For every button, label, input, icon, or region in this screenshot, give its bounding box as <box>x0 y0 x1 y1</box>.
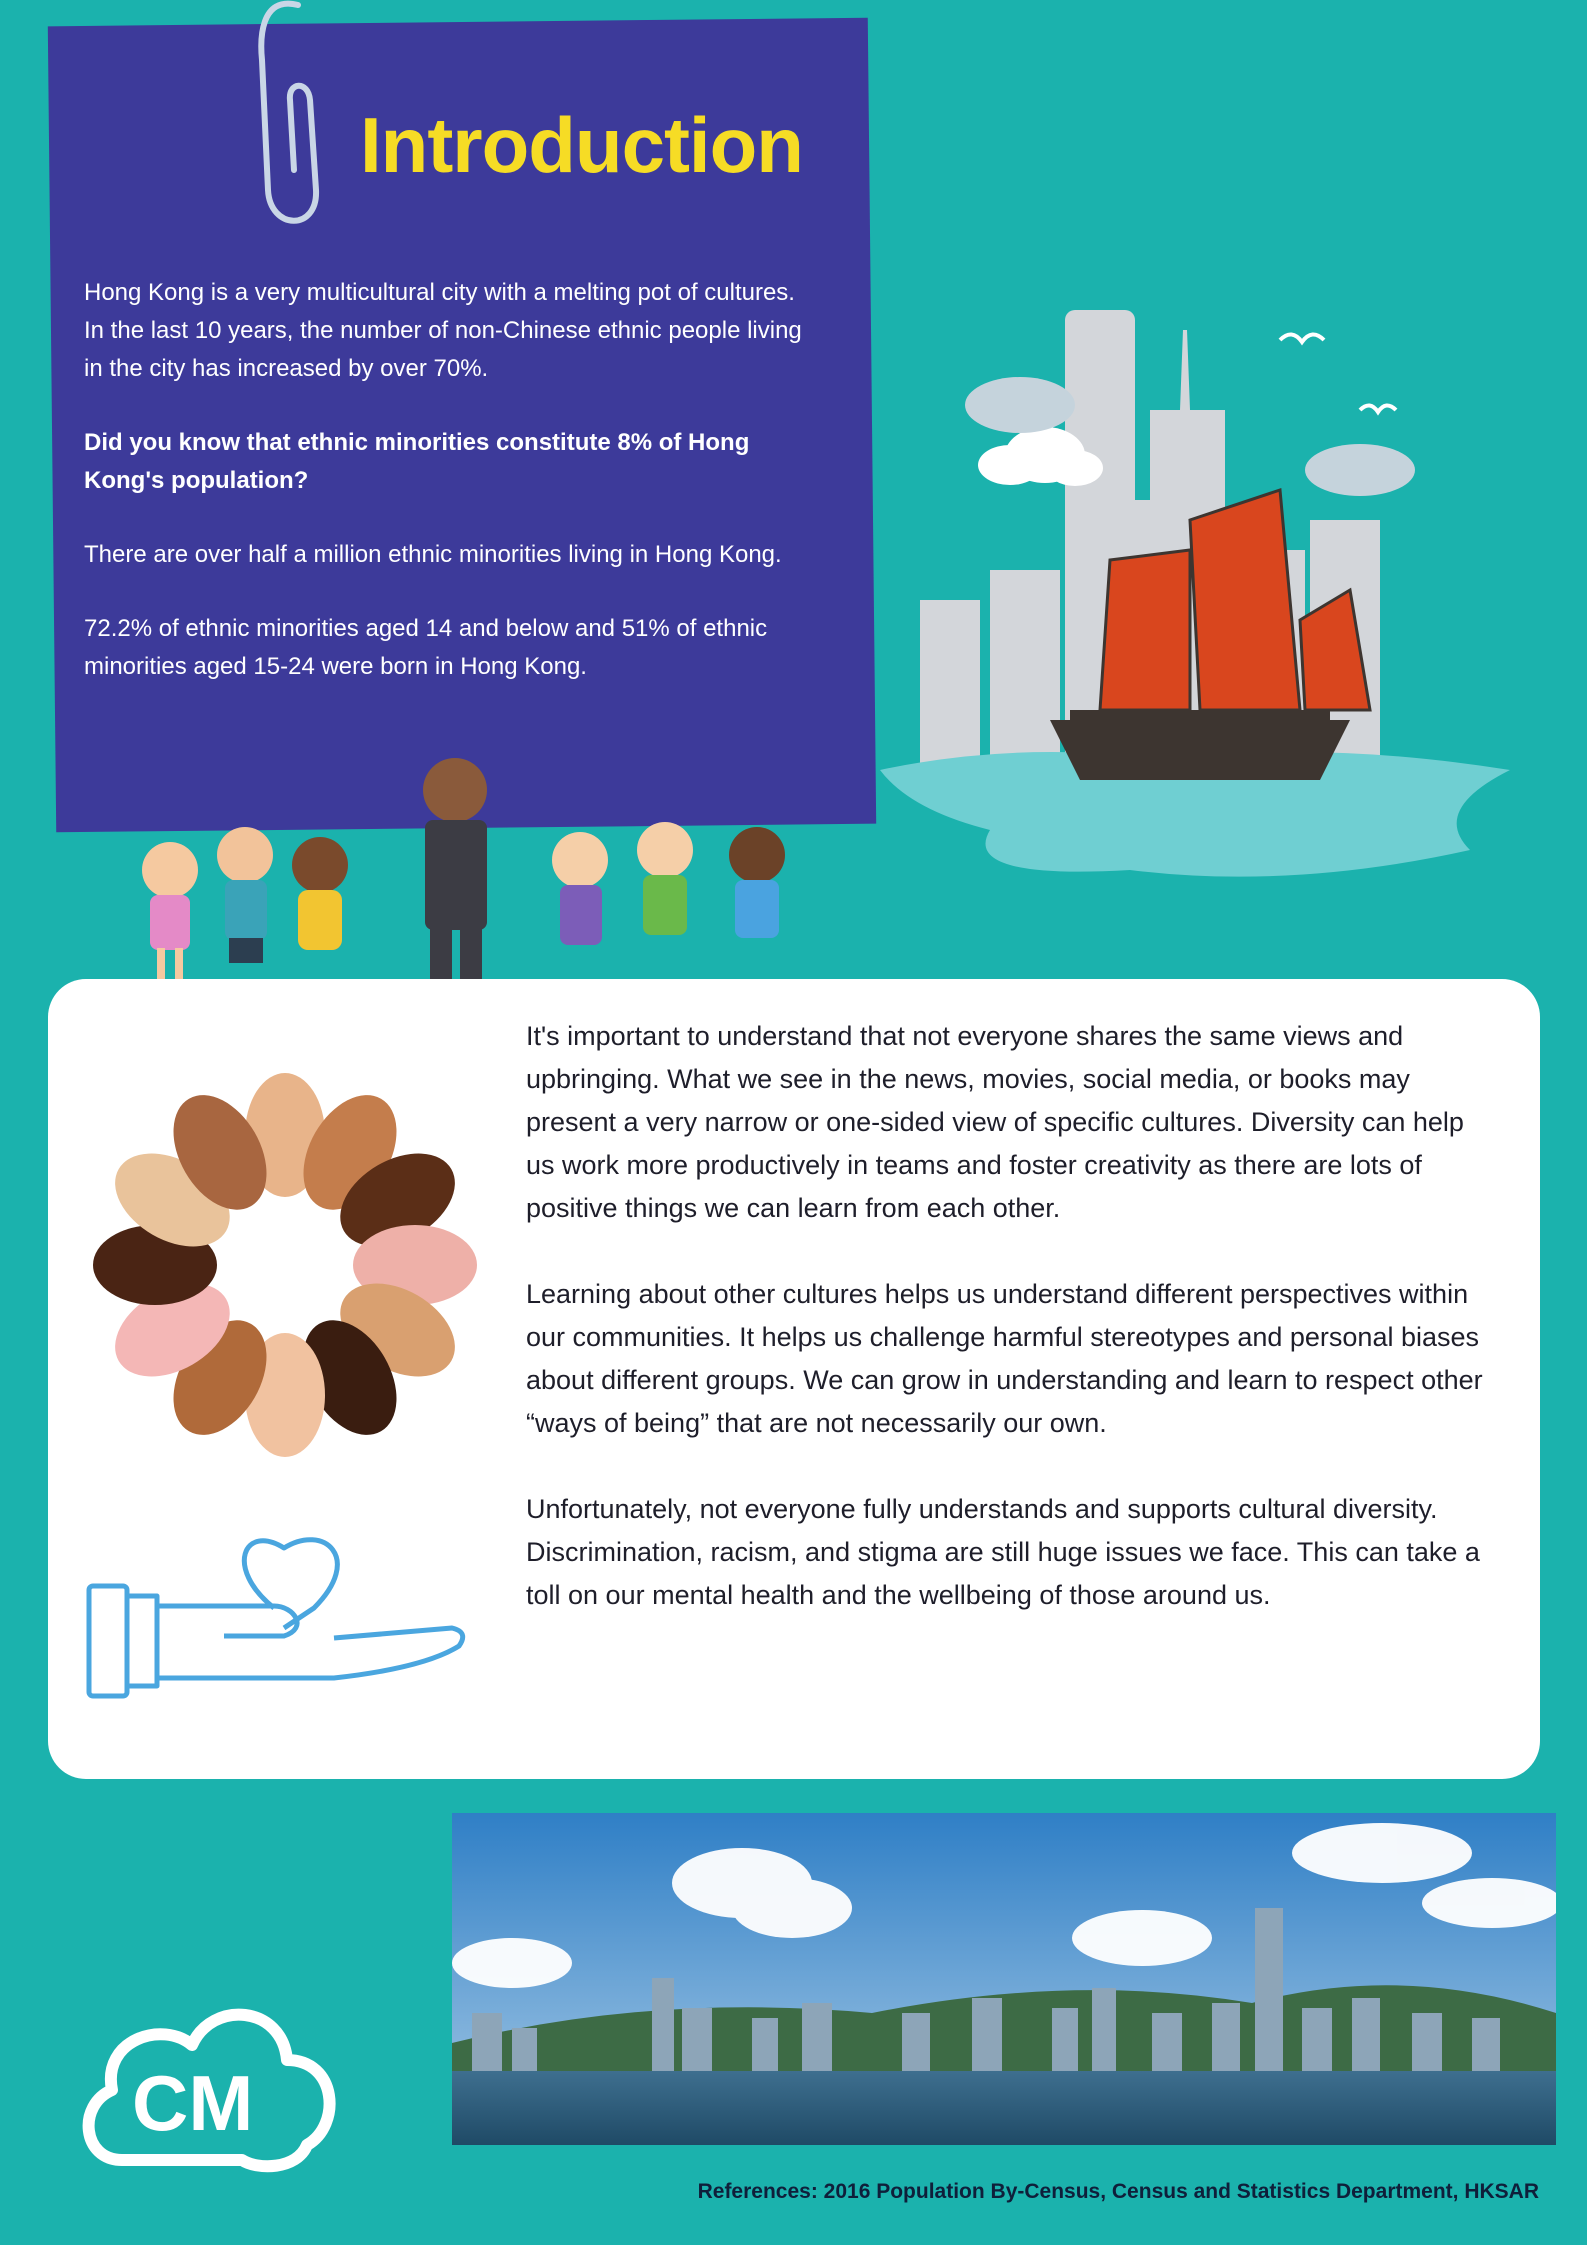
intro-paragraph: 72.2% of ethnic minorities aged 14 and below and 51% of ethnic minorities aged 15-24 were born in Hong Kong. <box>84 615 768 680</box>
intro-paragraph: Hong Kong is a very multicultural city with a melting pot of cultures. In the last 10 years, the number of non-Chinese ethnic people living in the city has increased by over 70%. <box>84 279 802 382</box>
heart-in-hand-icon <box>84 1528 474 1708</box>
references-text: References: 2016 Population By-Census, Census and Statistics Department, HKSAR <box>697 2180 1539 2203</box>
skyline-junk-illustration <box>870 290 1520 890</box>
svg-text:CM: CM <box>132 2059 254 2147</box>
intro-text <box>84 274 804 722</box>
page-title: Introduction <box>360 101 803 189</box>
intro-question: Did you know that ethnic minorities constitute 8% of Hong Kong's population? <box>84 429 750 494</box>
body-paragraph: Learning about other cultures helps us understand different perspectives within our communities. It helps us challenge harmful stereotypes and personal biases about different groups. We can grow in understanding and learn to respect other “ways of being” that are not necessarily our own. <box>526 1279 1483 1438</box>
body-paragraph: It's important to understand that not everyone shares the same views and upbringing. What we see in the news, movies, social media, or books may present a very narrow or one-sided view of specific cultures. Diversity can help us work more productively in teams and foster creativity as there are lots of positive things we can learn from each other. <box>526 1021 1464 1223</box>
children-group-illustration <box>125 740 815 990</box>
body-paragraph: Unfortunately, not everyone fully understands and supports cultural diversity. Discrimination, racism, and stigma are still huge issues we face. This can take a toll on our mental health and the wellbeing of those around us. <box>526 1494 1480 1610</box>
hong-kong-skyline-photo <box>452 1813 1556 2145</box>
card-text <box>526 1015 1486 1660</box>
paperclip-icon <box>240 0 340 250</box>
diverse-hands-ring-icon <box>90 1070 480 1460</box>
cm-logo <box>82 1990 342 2180</box>
intro-paragraph: There are over half a million ethnic minorities living in Hong Kong. <box>84 541 782 568</box>
